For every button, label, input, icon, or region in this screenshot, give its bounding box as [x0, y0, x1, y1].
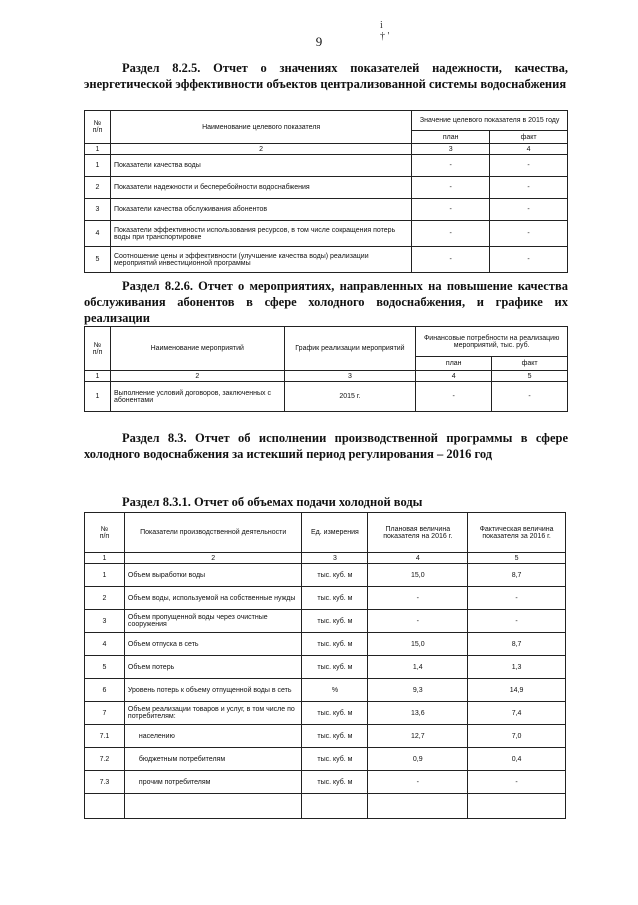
col-name-header: Показатели производственной деятельности [124, 513, 302, 553]
row-name: Объем отпуска в сеть [124, 633, 302, 656]
row-name: Выполнение условий договоров, заключенных с абонентами [110, 382, 284, 412]
row-num: 3 [85, 610, 125, 633]
table-row [85, 564, 566, 587]
row-num: 7.1 [85, 725, 125, 748]
row-plan: 15,0 [368, 633, 468, 656]
table-row [85, 221, 568, 247]
col-unit-header: Ед. измерения [302, 513, 368, 553]
row-unit: % [302, 679, 368, 702]
row-plan: - [412, 247, 490, 273]
row-unit: тыс. куб. м [302, 587, 368, 610]
row-fact: - [490, 155, 568, 177]
index-cell: 1 [85, 553, 125, 564]
index-cell: 3 [284, 371, 416, 382]
index-cell: 3 [302, 553, 368, 564]
section-831-title: Раздел 8.3.1. Отчет об объемах подачи холодной воды [122, 495, 423, 509]
row-num: 2 [85, 177, 111, 199]
row-num: 7.2 [85, 748, 125, 771]
table-row [85, 702, 566, 725]
row-plan: 13,6 [368, 702, 468, 725]
row-name: Показатели качества воды [110, 155, 411, 177]
row-plan: - [368, 587, 468, 610]
table-row [85, 633, 566, 656]
index-cell: 2 [110, 371, 284, 382]
row-num: 1 [85, 564, 125, 587]
row-num: 7 [85, 702, 125, 725]
row-plan: 1,4 [368, 656, 468, 679]
row-num: 1 [85, 382, 111, 412]
row-fact: 14,9 [468, 679, 566, 702]
row-plan: 9,3 [368, 679, 468, 702]
table-row [85, 177, 568, 199]
target-indicators-table [84, 110, 568, 273]
table-row [85, 587, 566, 610]
measures-table [84, 326, 568, 412]
index-cell: 1 [85, 144, 111, 155]
table-row [85, 247, 568, 273]
index-row [85, 553, 566, 564]
section-825-title: Раздел 8.2.5. Отчет о значениях показателей надежности, качества, энергетической эффективности объектов централизованной системы водоснабжения [84, 61, 568, 91]
row-fact: - [492, 382, 568, 412]
col-name-header: Наименование мероприятий [110, 327, 284, 371]
row-fact: - [468, 610, 566, 633]
row-unit: тыс. куб. м [302, 610, 368, 633]
row-fact: - [490, 247, 568, 273]
index-cell: 4 [368, 553, 468, 564]
row-name: Объем потерь [124, 656, 302, 679]
section-83-title: Раздел 8.3. Отчет об исполнении производственной программы в сфере холодного водоснабжения за истекший период регулирования – 2016 год [84, 431, 568, 461]
row-schedule: 2015 г. [284, 382, 416, 412]
index-cell: 5 [492, 371, 568, 382]
water-supply-volumes-table [84, 512, 566, 819]
table-row [85, 382, 568, 412]
col-plan-header: план [416, 357, 492, 371]
row-fact: - [468, 771, 566, 794]
row-num: 5 [85, 247, 111, 273]
row-unit: тыс. куб. м [302, 656, 368, 679]
row-unit: тыс. куб. м [302, 771, 368, 794]
table-row-empty [85, 794, 566, 819]
row-num: 4 [85, 633, 125, 656]
row-unit: тыс. куб. м [302, 725, 368, 748]
col-fact-header: факт [492, 357, 568, 371]
table-row [85, 155, 568, 177]
row-num: 5 [85, 656, 125, 679]
row-fact: - [490, 177, 568, 199]
row-plan: 12,7 [368, 725, 468, 748]
row-fact: 1,3 [468, 656, 566, 679]
page-number: 9 [315, 34, 323, 49]
row-fact: 0,4 [468, 748, 566, 771]
row-plan: - [412, 155, 490, 177]
table-row [85, 656, 566, 679]
row-plan: 15,0 [368, 564, 468, 587]
row-fact: 7,0 [468, 725, 566, 748]
row-fact: 7,4 [468, 702, 566, 725]
row-name: Показатели эффективности использования ресурсов, в том числе сокращения потерь воды при транспортировке [110, 221, 411, 247]
index-cell: 2 [124, 553, 302, 564]
table-row [85, 771, 566, 794]
table-row [85, 610, 566, 633]
index-cell: 4 [416, 371, 492, 382]
row-num: 7.3 [85, 771, 125, 794]
index-row [85, 371, 568, 382]
row-name: Соотношение цены и эффективности (улучшение качества воды) реализации мероприятий инвестиционной программы [110, 247, 411, 273]
index-cell: 3 [412, 144, 490, 155]
row-name: Уровень потерь к объему отпущенной воды в сеть [124, 679, 302, 702]
index-cell: 5 [468, 553, 566, 564]
col-value-group-header: Значение целевого показателя в 2015 году [412, 111, 568, 131]
row-num: 1 [85, 155, 111, 177]
section-826-title: Раздел 8.2.6. Отчет о мероприятиях, направленных на повышение качества обслуживания абонентов в сфере холодного водоснабжения, и графике их реализации [84, 279, 568, 325]
row-num: 3 [85, 199, 111, 221]
row-plan: - [412, 177, 490, 199]
row-unit: тыс. куб. м [302, 702, 368, 725]
row-plan: 0,9 [368, 748, 468, 771]
row-plan: - [412, 221, 490, 247]
col-plan-header: Плановая величина показателя на 2016 г. [368, 513, 468, 553]
row-fact: 8,7 [468, 564, 566, 587]
row-unit: тыс. куб. м [302, 633, 368, 656]
row-plan: - [368, 771, 468, 794]
row-name: Объем реализации товаров и услуг, в том числе по потребителям: [124, 702, 302, 725]
row-fact: - [490, 199, 568, 221]
row-unit: тыс. куб. м [302, 564, 368, 587]
row-name: Объем воды, используемой на собственные нужды [124, 587, 302, 610]
row-name: бюджетным потребителям [124, 748, 302, 771]
index-cell: 2 [110, 144, 411, 155]
row-unit: тыс. куб. м [302, 748, 368, 771]
table-row [85, 199, 568, 221]
corner-mark: i † ' [380, 20, 390, 42]
row-fact: - [490, 221, 568, 247]
table-row [85, 748, 566, 771]
row-num: 2 [85, 587, 125, 610]
col-finance-group-header: Финансовые потребности на реализацию мероприятий, тыс. руб. [416, 327, 568, 357]
index-row [85, 144, 568, 155]
row-name: Объем пропущенной воды через очистные сооружения [124, 610, 302, 633]
row-name: населению [124, 725, 302, 748]
table-row [85, 725, 566, 748]
row-name: Показатели надежности и бесперебойности водоснабжения [110, 177, 411, 199]
row-plan: - [368, 610, 468, 633]
table-row [85, 679, 566, 702]
col-fact-header: факт [490, 131, 568, 144]
row-name: прочим потребителям [124, 771, 302, 794]
row-name: Объем выработки воды [124, 564, 302, 587]
col-num-header: № п/п [85, 513, 125, 553]
row-fact: - [468, 587, 566, 610]
row-num: 4 [85, 221, 111, 247]
col-num-header: № п/п [85, 111, 111, 144]
col-name-header: Наименование целевого показателя [110, 111, 411, 144]
col-schedule-header: График реализации мероприятий [284, 327, 416, 371]
row-num: 6 [85, 679, 125, 702]
row-fact: 8,7 [468, 633, 566, 656]
index-cell: 1 [85, 371, 111, 382]
col-plan-header: план [412, 131, 490, 144]
row-plan: - [412, 199, 490, 221]
row-name: Показатели качества обслуживания абонентов [110, 199, 411, 221]
col-fact-header: Фактическая величина показателя за 2016 г. [468, 513, 566, 553]
row-plan: - [416, 382, 492, 412]
col-num-header: № п/п [85, 327, 111, 371]
index-cell: 4 [490, 144, 568, 155]
